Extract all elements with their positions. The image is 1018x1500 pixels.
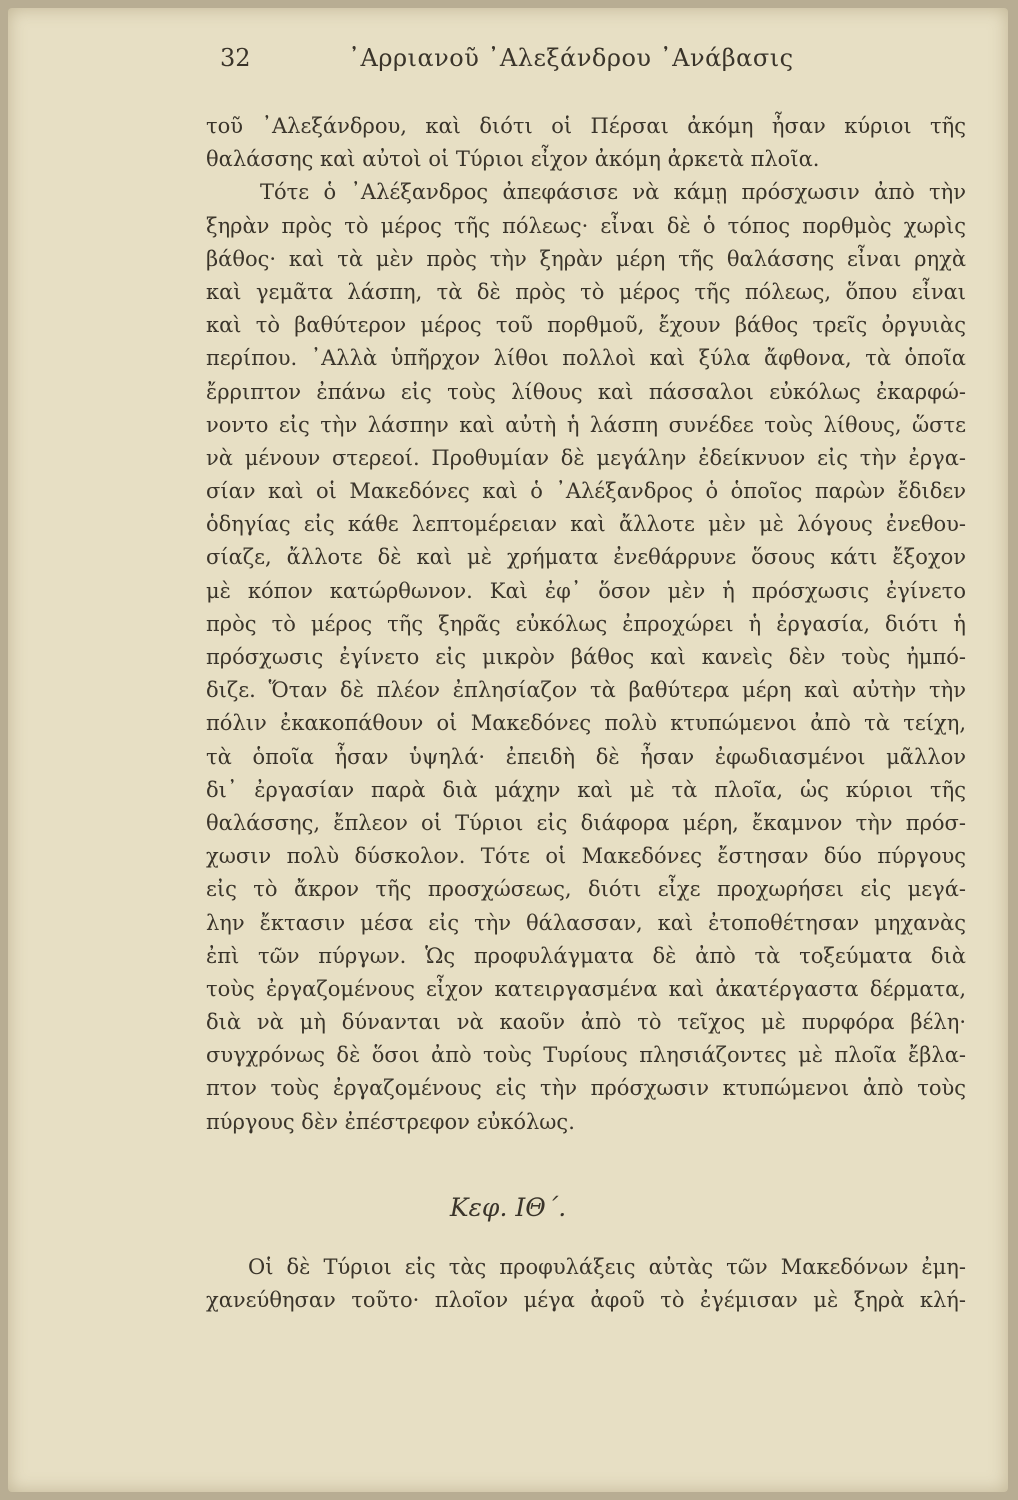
paragraph — [206, 110, 966, 176]
text-line: ἐπὶ τῶν πύργων. Ὡς προφυλάγματα δὲ ἀπὸ τὰ τοξεύματα διὰ — [206, 943, 966, 968]
running-title: ᾿Αρριανοῦ ᾿Αλεξάνδρου ᾿Ανάβασις — [348, 44, 794, 72]
text-line: νὰ μένουν στερεοί. Προθυμίαν δὲ μεγάλην ἐδείκνυον εἰς τὴν ἐργα- — [206, 445, 966, 470]
main-text — [206, 110, 966, 1139]
text-line: πύργους δὲν ἐπέστρεφον εὐκόλως. — [206, 1109, 575, 1134]
text-line: σίαζε, ἄλλοτε δὲ καὶ μὲ χρήματα ἐνεθάρρυνε ὅσους κάτι ἔξοχον — [206, 545, 966, 570]
text-line: πρὸς τὸ μέρος τῆς ξηρᾶς εὐκόλως ἐπροχώρει ἡ ἐργασία, διότι ἡ — [206, 611, 966, 636]
chapter-text — [206, 1251, 966, 1317]
text-line: σίαν καὶ οἱ Μακεδόνες καὶ ὁ ᾿Αλέξανδρος ὁ ὁποῖος παρὼν ἔδιδεν — [206, 479, 966, 504]
text-line: πόλιν ἐκακοπάθουν οἱ Μακεδόνες πολὺ κτυπώμενοι ἀπὸ τὰ τείχη, — [206, 711, 966, 736]
text-line: βάθος· καὶ τὰ μὲν πρὸς τὴν ξηρὰν μέρη τῆς θαλάσσης εἶναι ρηχὰ — [206, 246, 966, 271]
book-page — [8, 8, 1008, 1492]
page-number: 32 — [220, 44, 251, 72]
page-header — [8, 44, 1008, 84]
text-line: θαλάσσης, ἔπλεον οἱ Τύριοι εἰς διάφορα μέρη, ἔκαμνον τὴν πρόσ- — [206, 810, 966, 835]
text-line: εἰς τὸ ἄκρον τῆς προσχώσεως, διότι εἶχε προχωρήσει εἰς μεγά- — [206, 877, 966, 902]
text-line: καὶ τὸ βαθύτερον μέρος τοῦ πορθμοῦ, ἔχουν βάθος τρεῖς ὀργυιὰς — [206, 313, 966, 338]
text-line: τὰ ὁποῖα ἦσαν ὑψηλά· ἐπειδὴ δὲ ἦσαν ἐφωδιασμένοι μᾶλλον — [206, 744, 966, 769]
text-line: διὰ νὰ μὴ δύνανται νὰ καοῦν ἀπὸ τὸ τεῖχος μὲ πυρφόρα βέλη· — [206, 1010, 966, 1035]
text-line: τοὺς ἐργαζομένους εἶχον κατειργασμένα καὶ ἀκατέργαστα δέρματα, — [206, 976, 966, 1001]
chapter-heading: Κεφ. ΙΘ΄. — [449, 1193, 567, 1222]
text-line: καὶ γεμᾶτα λάσπη, τὰ δὲ πρὸς τὸ μέρος τῆς πόλεως, ὅπου εἶναι — [206, 279, 966, 304]
paragraph — [206, 1251, 966, 1317]
text-line: τοῦ ᾿Αλεξάνδρου, καὶ διότι οἱ Πέρσαι ἀκόμη ἦσαν κύριοι τῆς — [206, 114, 966, 138]
text-line: νοντο εἰς τὴν λάσπην καὶ αὐτὴ ἡ λάσπη συνέδεε τοὺς λίθους, ὥστε — [206, 412, 966, 437]
text-line: ὁδηγίας εἰς κάθε λεπτομέρειαν καὶ ἄλλοτε μὲν μὲ λόγους ἐνεθου- — [206, 512, 966, 537]
text-line: θαλάσσης καὶ αὐτοὶ οἱ Τύριοι εἶχον ἀκόμη ἀρκετὰ πλοῖα. — [206, 147, 820, 172]
text-line: ἔρριπτον ἐπάνω εἰς τοὺς λίθους καὶ πάσσαλοι εὐκόλως ἐκαρφώ- — [206, 379, 966, 404]
text-line: περίπου. ᾿Αλλὰ ὑπῆρχον λίθοι πολλοὶ καὶ ξύλα ἄφθονα, τὰ ὁποῖα — [206, 346, 966, 371]
text-line: συγχρόνως δὲ ὅσοι ἀπὸ τοὺς Τυρίους πλησιάζοντες μὲ πλοῖα ἔβλα- — [206, 1043, 966, 1068]
text-line: μὲ κόπον κατώρθωνον. Καὶ ἐφ᾿ ὅσον μὲν ἡ πρόσχωσις ἐγίνετο — [206, 578, 966, 603]
text-line: πρόσχωσις ἐγίνετο εἰς μικρὸν βάθος καὶ κανεὶς δὲν τοὺς ἠμπό- — [206, 645, 966, 669]
text-line: Οἱ δὲ Τύριοι εἰς τὰς προφυλάξεις αὐτὰς τῶν Μακεδόνων ἐμη- — [248, 1255, 966, 1279]
text-line: λην ἔκτασιν μέσα εἰς τὴν θάλασσαν, καὶ ἐτοποθέτησαν μηχανὰς — [206, 910, 966, 935]
text-line: ξηρὰν πρὸς τὸ μέρος τῆς πόλεως· εἶναι δὲ ὁ τόπος πορθμὸς χωρὶς — [206, 213, 966, 238]
text-line: χωσιν πολὺ δύσκολον. Τότε οἱ Μακεδόνες ἔστησαν δύο πύργους — [206, 844, 966, 869]
text-line: διζε. Ὅταν δὲ πλέον ἐπλησίαζον τὰ βαθύτερα μέρη καὶ αὐτὴν τὴν — [206, 678, 966, 703]
text-line: πτον τοὺς ἐργαζομένους εἰς τὴν πρόσχωσιν κτυπώμενοι ἀπὸ τοὺς — [206, 1076, 966, 1101]
paragraph — [206, 176, 966, 1138]
text-line: Τότε ὁ ᾿Αλέξανδρος ἀπεφάσισε νὰ κάμῃ πρόσχωσιν ἀπὸ τὴν — [260, 180, 966, 205]
text-line: δι᾿ ἐργασίαν παρὰ διὰ μάχην καὶ μὲ τὰ πλοῖα, ὡς κύριοι τῆς — [206, 777, 966, 802]
text-line: χανεύθησαν τοῦτο· πλοῖον μέγα ἀφοῦ τὸ ἐγέμισαν μὲ ξηρὰ κλή- — [206, 1288, 966, 1313]
